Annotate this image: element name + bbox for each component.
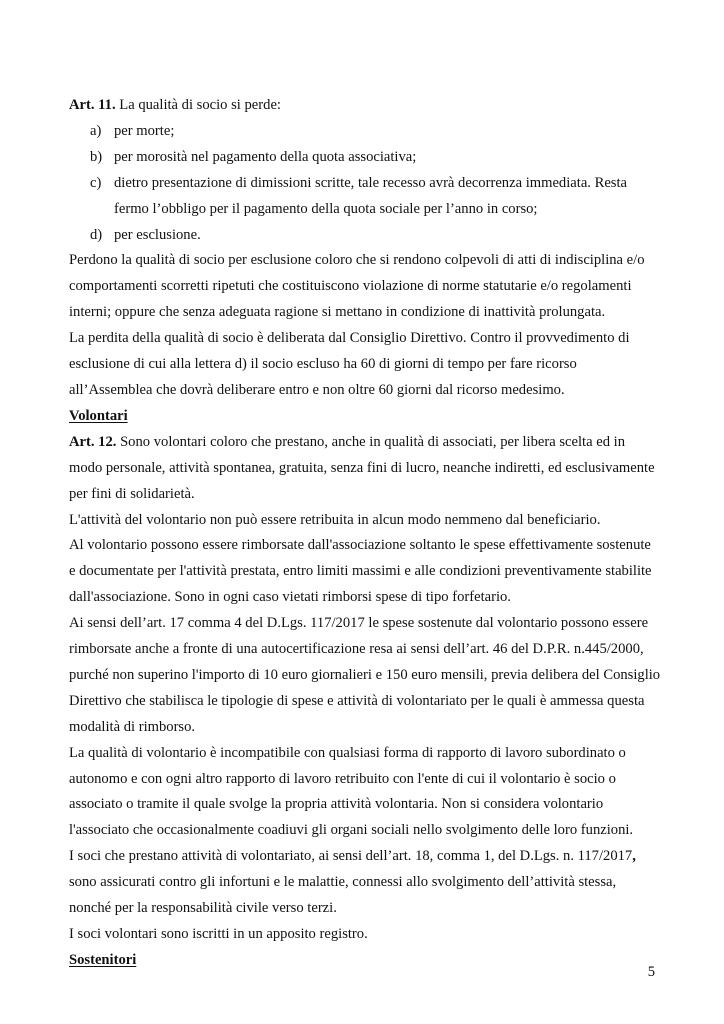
list-item-text: dietro presentazione di dimissioni scritte, tale recesso avrà decorrenza immediata. Resta [114,174,628,191]
paragraph-line: Al volontario possono essere rimborsate dall'associazione soltanto le spese effettivamente sostenute [69,537,651,554]
art11-label: Art. 11. [69,97,116,113]
paragraph-line: interni; oppure che senza adeguata ragione si mettano in condizione di inattività prolungata. [69,304,606,321]
paragraph-line: associato o tramite il quale svolge la propria attività volontaria. Non si considera volontario [69,796,604,813]
art11-list [69,119,665,249]
paragraph-line: La perdita della qualità di socio è deliberata dal Consiglio Direttivo. Contro il provvedimento di [69,330,630,347]
list-item [69,171,665,197]
art12-label: Art. 12. [69,433,117,450]
list-item-continuation [69,197,665,223]
paragraph-line [69,844,665,870]
paragraph-line: rimborsate anche a fronte di una autocertificazione resa ai sensi dell’art. 46 del D.P.R. n.445/2000, [69,641,644,658]
list-marker: d) [90,226,103,243]
paragraph-line: per fini di solidarietà. [69,485,195,502]
list-item [69,119,665,145]
list-item-text: per morte; [114,122,175,139]
paragraph-line: sono assicurati contro gli infortuni e le malattie, connessi allo svolgimento dell’attività stessa, [69,874,617,891]
list-marker: c) [90,174,102,191]
paragraph-line: l'associato che occasionalmente coadiuvi gli organi sociali nello svolgimento delle loro funzioni. [69,822,634,839]
page-body [69,93,665,974]
page-number: 5 [647,964,655,980]
list-item [69,145,665,171]
paragraph-line: La qualità di volontario è incompatibile con qualsiasi forma di rapporto di lavoro subordinato o [69,744,626,761]
list-item-text: fermo l’obbligo per il pagamento della quota sociale per l’anno in corso; [114,200,538,217]
paragraph-line: comportamenti scorretti ripetuti che costituiscono violazione di norme statutarie e/o regolamenti [69,278,632,295]
paragraph-line: modalità di rimborso. [69,718,196,735]
section-heading-sostenitori: Sostenitori [69,951,137,968]
paragraph-line: all’Assemblea che dovrà deliberare entro e non oltre 60 giorni dal ricorso medesimo. [69,381,565,398]
list-marker: a) [90,122,102,139]
art12-intro [69,430,665,456]
list-item-text: per esclusione. [114,226,201,243]
list-item-text: per morosità nel pagamento della quota associativa; [114,148,417,165]
art12-intro-text: Sono volontari coloro che prestano, anche in qualità di associati, per libera scelta ed in [116,433,626,450]
art11-intro-text: La qualità di socio si perde: [115,97,281,113]
paragraph-line: L'attività del volontario non può essere retribuita in alcun modo nemmeno dal beneficiario. [69,511,601,528]
paragraph-line: dall'associazione. Sono in ogni caso vietati rimborsi spese di tipo forfetario. [69,589,511,606]
paragraph-line: autonomo e con ogni altro rapporto di lavoro retribuito con l'ente di cui il volontario è socio o [69,770,616,787]
section-heading-volontari: Volontari [69,407,128,424]
paragraph-line: e documentate per l'attività prestata, entro limiti massimi e alle condizioni preventivamente stabilite [69,563,652,580]
paragraph-line: purché non superino l'importo di 10 euro giornalieri e 150 euro mensili, previa delibera del Consiglio [69,666,661,683]
paragraph-line: I soci volontari sono iscritti in un apposito registro. [69,926,368,942]
paragraph-line: Perdono la qualità di socio per esclusione coloro che si rendono colpevoli di atti di indisciplina e/o [69,252,645,269]
paragraph-bold-comma: , [632,848,636,865]
paragraph-line: Ai sensi dell’art. 17 comma 4 del D.Lgs. 117/2017 le spese sostenute dal volontario possono essere [69,615,649,632]
list-marker: b) [90,148,103,165]
list-item [69,223,665,249]
paragraph-line: esclusione di cui alla lettera d) il socio escluso ha 60 di giorni di tempo per fare ricorso [69,356,577,373]
art11-intro [69,93,665,119]
paragraph-text: I soci che prestano attività di volontariato, ai sensi dell’art. 18, comma 1, del D.Lgs. n. 117/2017 [69,848,633,865]
paragraph-line: Direttivo che stabilisca le tipologie di spese e attività di volontariato per le quali è ammessa questa [69,692,645,709]
paragraph-line: modo personale, attività spontanea, gratuita, senza fini di lucro, neanche indiretti, ed esclusivamente [69,459,655,476]
paragraph-line: nonché per la responsabilità civile verso terzi. [69,900,337,917]
